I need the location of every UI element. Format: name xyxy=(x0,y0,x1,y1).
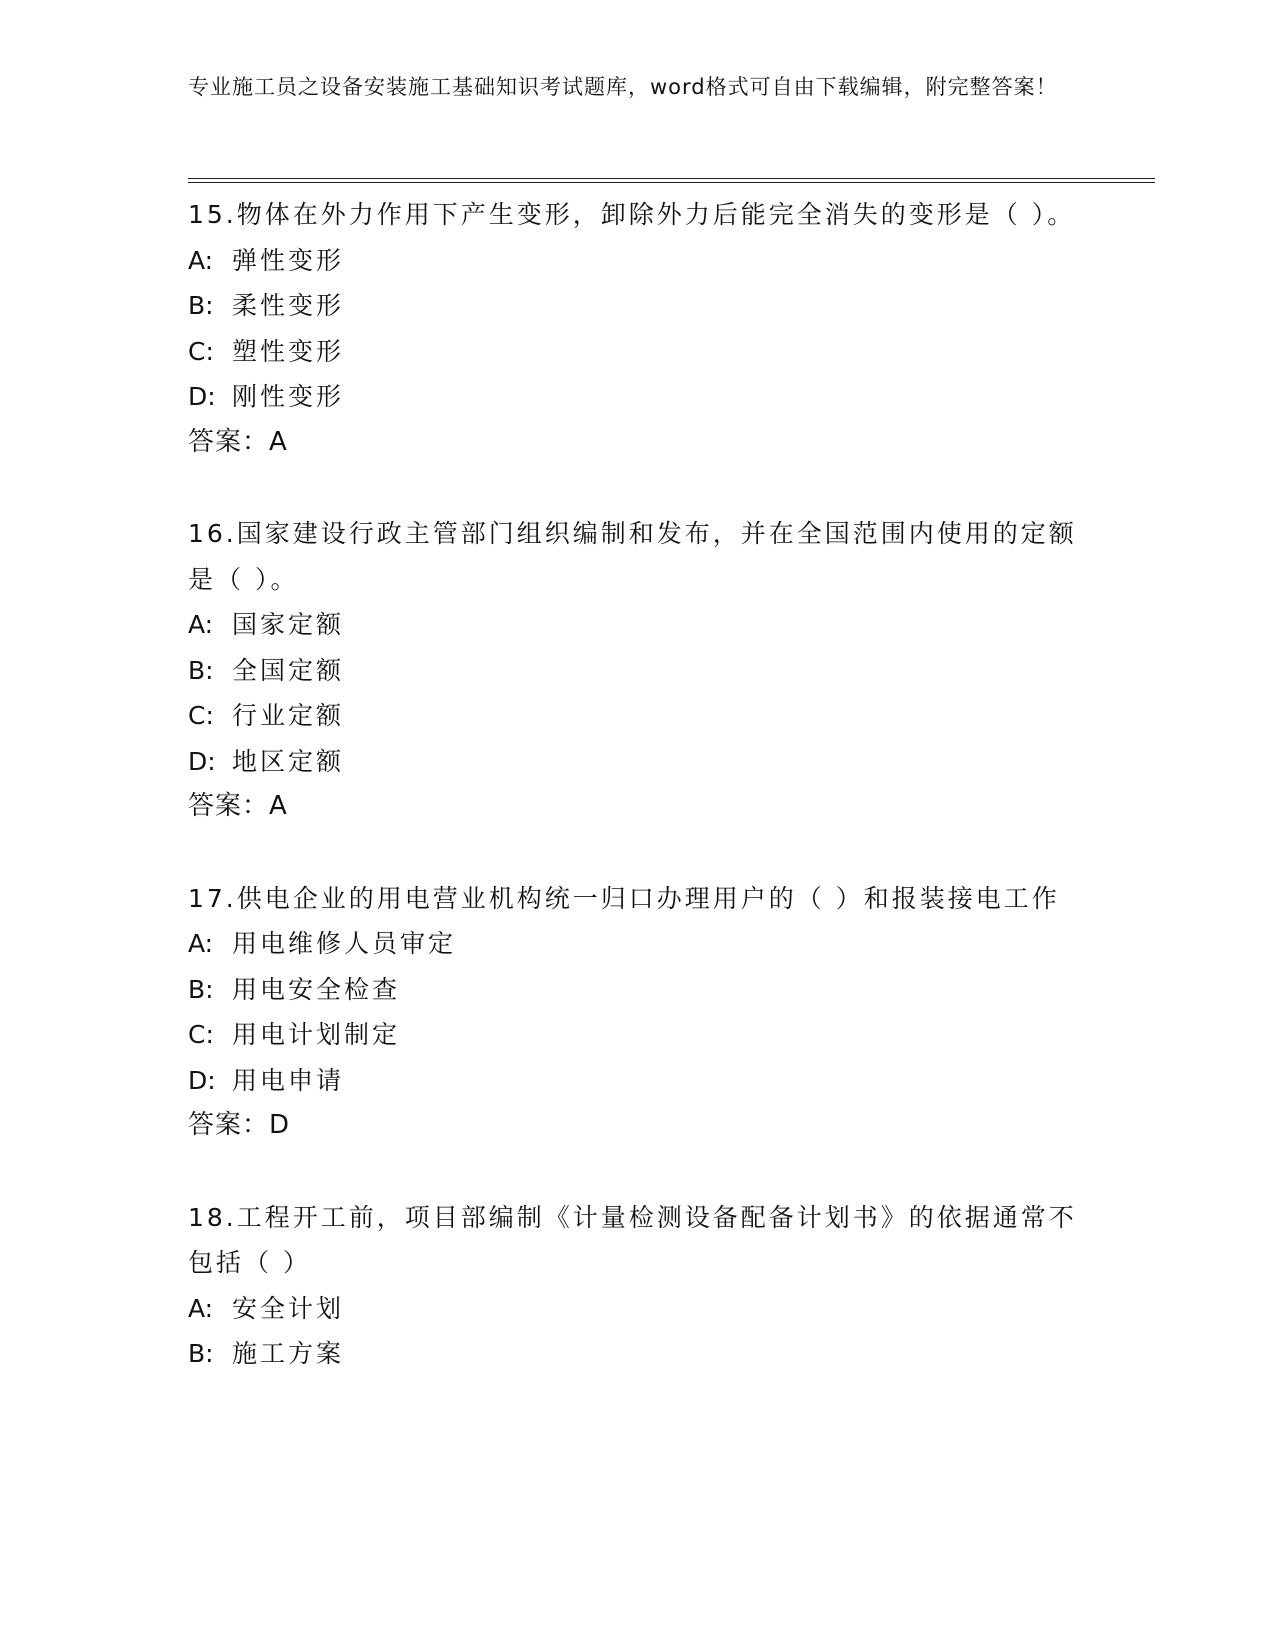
option-b xyxy=(188,283,1088,329)
option-d xyxy=(188,739,1088,785)
option-text: 国家定额 xyxy=(232,610,345,639)
option-key: C: xyxy=(188,1020,214,1049)
option-c xyxy=(188,693,1088,739)
option-c xyxy=(188,329,1088,375)
option-c xyxy=(188,1012,1088,1058)
option-key: D: xyxy=(188,1065,216,1095)
question-17 xyxy=(188,876,1088,1149)
question-stem xyxy=(188,1195,1078,1286)
header-title: 专业施工员之设备安装施工基础知识考试题库，word格式可自由下载编辑，附完整答案！ xyxy=(188,75,1058,99)
option-text: 塑性变形 xyxy=(232,336,345,366)
option-a xyxy=(188,921,1088,967)
option-text: 弹性变形 xyxy=(232,245,345,275)
option-text: 柔性变形 xyxy=(232,291,345,320)
question-18 xyxy=(188,1195,1088,1377)
option-text: 用电计划制定 xyxy=(232,1020,401,1049)
answer-line: 答案：D xyxy=(188,1110,291,1140)
question-number: 15. xyxy=(188,200,237,229)
option-key: B: xyxy=(188,974,214,1004)
option-text: 用电维修人员审定 xyxy=(232,929,457,958)
question-15 xyxy=(188,192,1088,465)
option-d xyxy=(188,1058,1088,1104)
option-a xyxy=(188,238,1088,284)
header-divider-top xyxy=(188,178,1155,179)
option-d xyxy=(188,374,1088,420)
answer-line: 答案：A xyxy=(188,426,288,457)
question-stem xyxy=(188,876,1078,922)
option-a xyxy=(188,602,1088,648)
question-stem xyxy=(188,511,1078,602)
option-text: 用电申请 xyxy=(232,1065,345,1095)
option-text: 用电安全检查 xyxy=(232,974,401,1004)
option-key: B: xyxy=(188,1339,214,1368)
option-key: D: xyxy=(188,382,216,411)
option-text: 安全计划 xyxy=(232,1293,345,1323)
document-header xyxy=(188,72,1068,103)
option-text: 地区定额 xyxy=(232,746,345,776)
header-divider-bottom xyxy=(188,182,1155,183)
option-a xyxy=(188,1286,1088,1332)
option-text: 施工方案 xyxy=(232,1339,345,1368)
option-b xyxy=(188,1331,1088,1377)
option-key: D: xyxy=(188,746,216,776)
question-text: 物体在外力作用下产生变形，卸除外力后能完全消失的变形是（ ）。 xyxy=(236,200,1076,229)
option-text: 全国定额 xyxy=(232,655,345,685)
question-number: 18. xyxy=(188,1202,237,1232)
option-key: B: xyxy=(188,291,214,320)
answer-line: 答案：A xyxy=(188,791,288,821)
option-key: A: xyxy=(188,245,214,275)
option-key: B: xyxy=(188,655,214,685)
option-text: 行业定额 xyxy=(232,701,345,730)
question-stem xyxy=(188,192,1078,238)
option-key: A: xyxy=(188,1293,214,1323)
option-b xyxy=(188,967,1088,1013)
question-text: 供电企业的用电营业机构统一归口办理用户的（ ）和报装接电工作 xyxy=(236,883,1060,913)
option-b xyxy=(188,648,1088,694)
question-number: 16. xyxy=(188,519,237,548)
option-key: A: xyxy=(188,929,214,958)
question-text: 国家建设行政主管部门组织编制和发布，并在全国范围内使用的定额是（ ）。 xyxy=(188,519,1077,594)
question-number: 17. xyxy=(188,883,237,913)
question-text: 工程开工前，项目部编制《计量检测设备配备计划书》的依据通常不包括（ ） xyxy=(188,1202,1077,1277)
option-key: A: xyxy=(188,610,214,639)
question-list xyxy=(188,192,1088,1423)
option-key: C: xyxy=(188,336,214,366)
option-text: 刚性变形 xyxy=(232,382,345,411)
option-key: C: xyxy=(188,701,214,730)
question-16 xyxy=(188,511,1088,830)
